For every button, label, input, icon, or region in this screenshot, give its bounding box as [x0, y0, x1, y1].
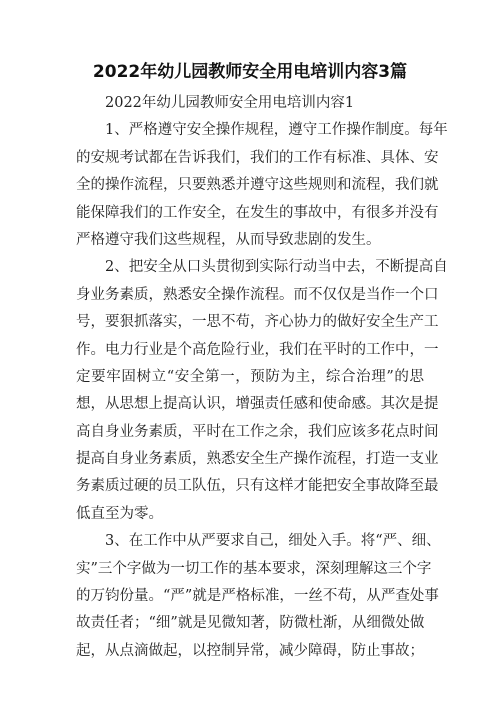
text-line: 的安规考试都在告诉我们，我们的工作有标准、具体、安 [76, 149, 439, 166]
text-line: 高自身业务素质，平时在工作之余，我们应该多花点时间 [76, 423, 439, 440]
text-line: 实”三个字做为一切工作的基本要求，深刻理解这三个字 [76, 560, 432, 577]
text-line: 起，从点滴做起，以控制异常，减少障碍，防止事故； [76, 642, 424, 659]
text-line: 定要牢固树立“安全第一，预防为主，综合治理”的思 [76, 368, 424, 385]
text-line: 务素质过硬的员工队伍，只有这样才能把安全事故降至最 [76, 478, 439, 495]
text-line: 2022年幼儿园教师安全用电培训内容1 [105, 95, 355, 111]
text-line: 严格遵守我们这些规程，从而导致悲剧的发生。 [76, 231, 381, 248]
text-line: 号，要狠抓落实，一思不苟，齐心协力的做好安全生产工 [76, 314, 439, 331]
document-title: 2022年幼儿园教师安全用电培训内容3篇 [92, 62, 408, 82]
text-line: 提高自身业务素质，熟悉安全生产操作流程，打造一支业 [76, 451, 439, 468]
text-line: 身业务素质，熟悉安全操作流程。而不仅仅是当作一个口 [76, 286, 439, 303]
text-line: 2、把安全从口头贯彻到实际行动当中去，不断提高自 [105, 259, 448, 276]
text-line: 全的操作流程，只要熟悉并遵守这些规则和流程，我们就 [76, 177, 439, 194]
text-line: 低直至为零。 [76, 505, 163, 522]
text-line: 能保障我们的工作安全，在发生的事故中，有很多并没有 [76, 204, 439, 221]
paragraph-item-2 [76, 254, 448, 528]
text-line: 故责任者；“细”就是见微知著，防微杜渐，从细微处做 [76, 615, 425, 632]
paragraph-item-3 [76, 528, 441, 665]
document-body [76, 90, 448, 665]
text-line: 3、在工作中从严要求自己，细处入手。将“严、细、 [105, 533, 441, 550]
paragraph-item-1 [76, 117, 448, 254]
text-line: 1、严格遵守安全操作规程，遵守工作操作制度。每年 [105, 122, 448, 139]
text-line: 想，从思想上提高认识，增强责任感和使命感。其次是提 [76, 396, 439, 413]
paragraph-subtitle [76, 90, 424, 117]
text-line: 作。电力行业是个高危险行业，我们在平时的工作中，一 [76, 341, 439, 358]
text-line: 的万钧份量。“严”就是严格标准，一丝不苟，从严查处事 [76, 588, 439, 605]
